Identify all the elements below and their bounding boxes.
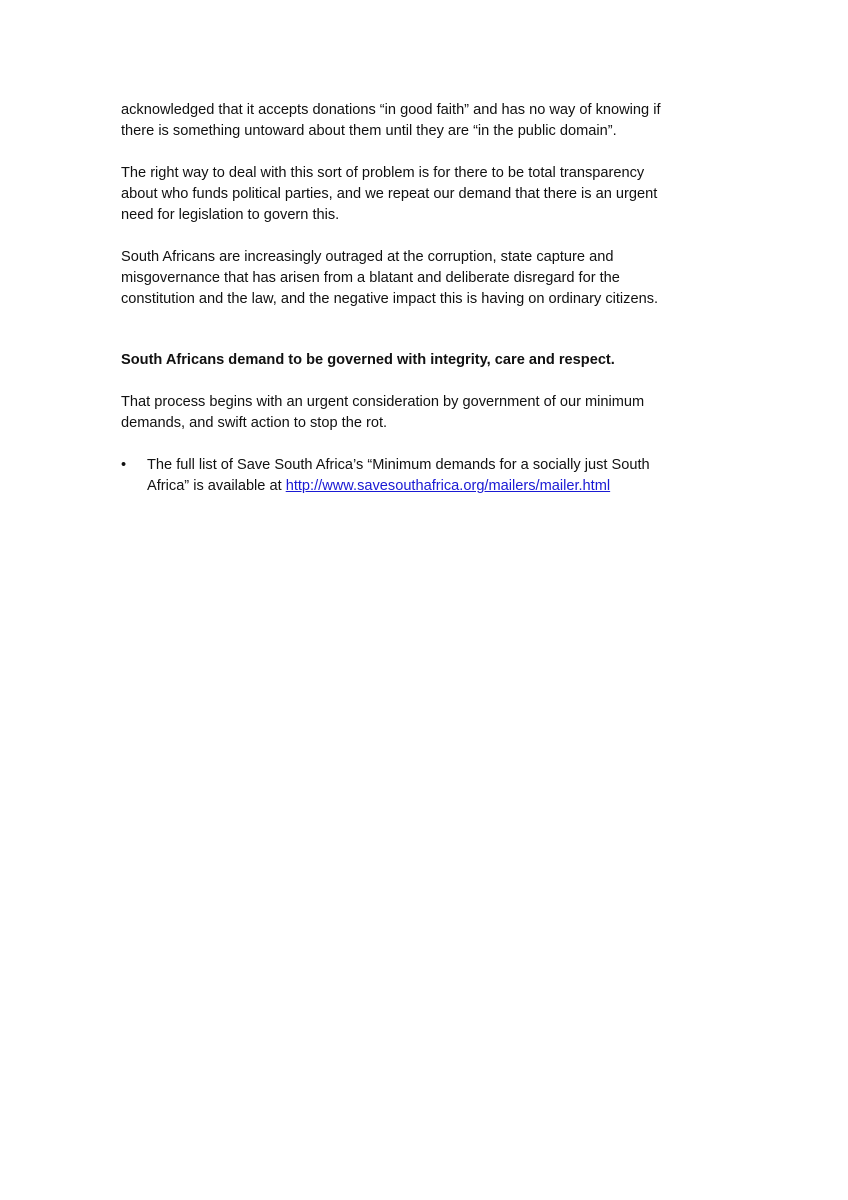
bullet-item-demands bbox=[121, 455, 741, 497]
bullet-icon: • bbox=[121, 457, 127, 473]
paragraph-transparency bbox=[121, 163, 741, 226]
bullet-list bbox=[121, 455, 741, 497]
paragraph-closing bbox=[121, 392, 741, 434]
text-line: about who funds political parties, and we repeat our demand that there is an urgent bbox=[121, 186, 658, 202]
bullet-text-prefix: Africa” is available at bbox=[147, 478, 286, 494]
text-line: acknowledged that it accepts donations “in good faith” and has no way of knowing if bbox=[121, 102, 661, 118]
paragraph-donations bbox=[121, 100, 741, 142]
text-line: demands, and swift action to stop the rot. bbox=[121, 415, 388, 431]
text-line: South Africans are increasingly outraged at the corruption, state capture and bbox=[121, 249, 614, 265]
mailer-link[interactable]: http://www.savesouthafrica.org/mailers/mailer.html bbox=[285, 478, 611, 494]
text-line: That process begins with an urgent consideration by government of our minimum bbox=[121, 394, 645, 410]
bold-statement: South Africans demand to be governed with integrity, care and respect. bbox=[121, 352, 615, 368]
text-line: need for legislation to govern this. bbox=[121, 207, 340, 223]
text-line: constitution and the law, and the negative impact this is having on ordinary citizens. bbox=[121, 291, 659, 307]
text-line: there is something untoward about them until they are “in the public domain”. bbox=[121, 123, 617, 139]
text-line: misgovernance that has arisen from a blatant and deliberate disregard for the bbox=[121, 270, 620, 286]
bullet-text-line-2 bbox=[147, 476, 741, 497]
bullet-text-line: The full list of Save South Africa’s “Minimum demands for a socially just South bbox=[147, 457, 650, 473]
document-body bbox=[121, 100, 741, 497]
text-line: The right way to deal with this sort of problem is for there to be total transparency bbox=[121, 165, 645, 181]
paragraph-outrage bbox=[121, 247, 741, 310]
